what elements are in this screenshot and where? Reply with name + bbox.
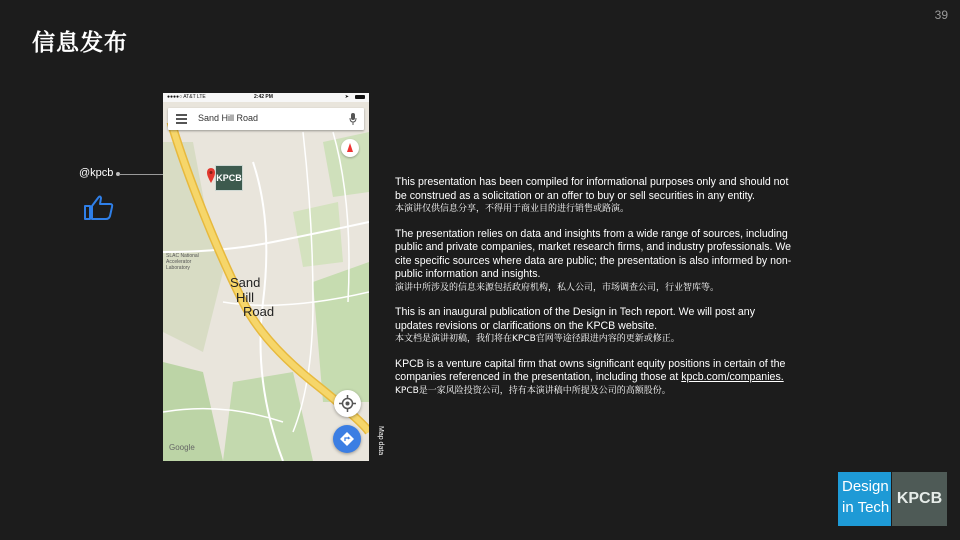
kpcb-logo: KPCB [892, 472, 947, 526]
logo-line-1: Design [842, 478, 889, 495]
road-label-hill: Hill [236, 290, 255, 305]
map-screenshot [163, 93, 369, 461]
my-location-button[interactable] [334, 390, 361, 417]
disclaimer-zh: KPCB是一家风险投资公司，持有本演讲稿中所提及公司的高额股份。 [395, 385, 671, 396]
twitter-handle: @kpcb [79, 167, 114, 179]
disclaimer-text [395, 176, 795, 409]
disclaimer-en: This is an inaugural publication of the Design in Tech report. We will post any updates revisions or clarifications on the KPCB website. [395, 306, 755, 332]
crosshair-icon [334, 390, 361, 417]
road-label-sand: Sand [230, 275, 261, 290]
disclaimer-paragraph [395, 358, 795, 398]
disclaimer-zh: 演讲中所涉及的信息来源包括政府机构，私人公司，市场调查公司，行业智库等。 [395, 282, 720, 293]
design-in-tech-logo [838, 472, 891, 526]
slide-title: 信息发布 [32, 30, 128, 56]
kpcb-map-pin[interactable]: KPCB [215, 165, 243, 191]
place-label-slac: SLAC National Accelerator Laboratory [166, 253, 199, 271]
disclaimer-en: The presentation relies on data and insights from a wide range of sources, including public and private companies, market research firms, and industry professionals. We cite specific sources where data are public; the presentation is also informed by non-public information and insights. [395, 227, 792, 280]
google-attribution: Google [169, 443, 195, 452]
disclaimer-zh: 本演讲仅供信息分享，不得用于商业目的进行销售或路演。 [395, 204, 630, 214]
disclaimer-en: This presentation has been compiled for informational purposes only and should not be construed as a solicitation or an offer to buy or sell securities in any entity. [395, 176, 789, 202]
map-vertical-caption: Map data [377, 426, 384, 456]
map-search-bar[interactable] [168, 108, 364, 130]
search-query[interactable]: Sand Hill Road [198, 113, 259, 123]
status-bar [163, 93, 369, 102]
compass-icon[interactable] [341, 139, 359, 157]
directions-button[interactable] [333, 425, 361, 453]
disclaimer-paragraph [395, 306, 795, 346]
logo-line-2: in Tech [842, 499, 890, 516]
status-time: 2:42 PM [254, 94, 273, 100]
battery-icon [355, 95, 365, 99]
microphone-icon[interactable] [349, 112, 357, 126]
disclaimer-en [395, 358, 795, 385]
companies-link[interactable]: kpcb.com/companies. [681, 371, 784, 383]
directions-icon [333, 425, 361, 453]
hamburger-menu-icon[interactable] [176, 114, 187, 124]
thumbs-up-icon [83, 194, 115, 220]
road-label-road: Road [243, 304, 275, 319]
design-in-tech-kpcb-logo [838, 472, 947, 526]
disclaimer-paragraph [395, 176, 795, 216]
location-arrow-icon: ➤ [344, 94, 349, 100]
disclaimer-paragraph [395, 228, 795, 295]
page-number: 39 [934, 8, 948, 22]
disclaimer-en-text: KPCB is a venture capital firm that owns significant equity positions in certain of the companies referenced in the presentation, including those at [395, 357, 786, 383]
carrier-label: ●●●●○ AT&T LTE [167, 94, 206, 100]
disclaimer-zh: 本文档是演讲初稿，我们将在KPCB官网等途径跟进内容的更新或修正。 [395, 334, 680, 344]
